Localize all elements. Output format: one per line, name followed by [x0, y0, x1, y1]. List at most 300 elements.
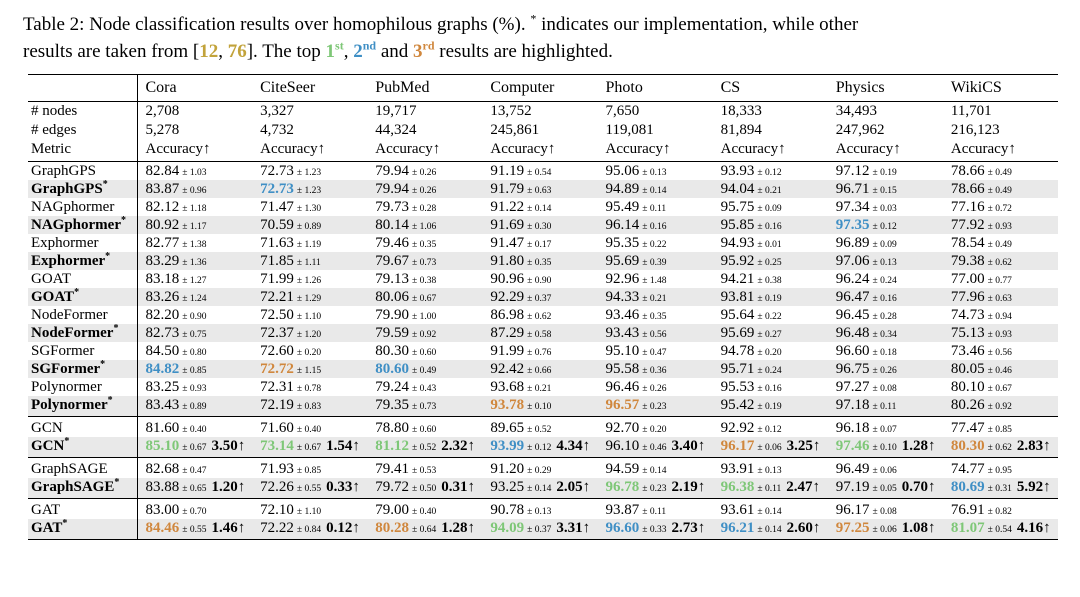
method-row [28, 417, 1058, 438]
caption-segment: ]. The top [246, 41, 326, 62]
accuracy-value: 79.13 [375, 270, 409, 287]
value-cell [598, 360, 713, 378]
col-header-photo: Photo [598, 75, 713, 102]
accuracy-value: 82.84 [145, 162, 180, 179]
accuracy-value: 92.70 [605, 419, 640, 436]
table-caption [23, 11, 1060, 65]
std-dev: ± 0.06 [872, 524, 897, 535]
meta-value: Accuracy↑ [252, 140, 367, 162]
value-cell [943, 252, 1058, 270]
accuracy-value: 81.12 [375, 437, 409, 454]
method-name: GraphSAGE [31, 460, 108, 477]
std-dev: ± 0.01 [757, 239, 782, 250]
caption-segment: indicates our implementation, while other [536, 14, 859, 35]
value-cell [482, 216, 597, 234]
accuracy-value: 85.10 [145, 437, 180, 454]
meta-value: 44,324 [375, 122, 417, 138]
std-dev: ± 0.20 [642, 424, 667, 435]
accuracy-value: 79.46 [375, 234, 409, 251]
accuracy-value: 73.46 [950, 342, 985, 359]
star-marker: * [121, 216, 126, 226]
value-cell [252, 324, 367, 342]
gain-value: 2.32↑ [441, 437, 475, 454]
std-dev: ± 0.10 [872, 442, 897, 453]
accuracy-value: 80.10 [950, 378, 985, 395]
std-dev: ± 0.22 [642, 239, 667, 250]
accuracy-value: 95.71 [720, 360, 755, 377]
value-cell [598, 478, 713, 499]
accuracy-value: 95.53 [720, 378, 755, 395]
value-cell [943, 396, 1058, 417]
std-dev: ± 0.13 [872, 257, 897, 268]
accuracy-value: 86.98 [490, 306, 525, 323]
value-cell [367, 270, 482, 288]
std-dev: ± 0.21 [757, 185, 782, 196]
value-cell [137, 180, 252, 198]
value-cell [943, 342, 1058, 360]
value-cell [252, 342, 367, 360]
star-marker: * [105, 252, 111, 262]
std-dev: ± 0.06 [872, 465, 897, 476]
std-dev: ± 0.26 [872, 365, 897, 376]
value-cell [367, 519, 482, 540]
value-cell [713, 417, 828, 438]
std-dev: ± 0.49 [987, 185, 1012, 196]
method-cell [28, 458, 137, 479]
std-dev: ± 0.89 [296, 221, 322, 232]
meta-value: 11,701 [950, 103, 992, 119]
std-dev: ± 0.80 [182, 347, 207, 358]
method-cell [28, 417, 137, 438]
accuracy-value: 94.09 [490, 519, 525, 536]
std-dev: ± 0.64 [412, 524, 437, 535]
value-cell [137, 519, 252, 540]
std-dev: ± 0.24 [757, 365, 782, 376]
meta-value: 34,493 [835, 103, 877, 119]
accuracy-value: 72.60 [260, 342, 294, 359]
std-dev: ± 0.66 [527, 365, 552, 376]
value-cell [482, 288, 597, 306]
value-cell [943, 288, 1058, 306]
value-cell [713, 499, 828, 520]
method-row [28, 458, 1058, 479]
method-cell [28, 342, 137, 360]
meta-row [28, 102, 1058, 122]
value-cell [252, 270, 367, 288]
accuracy-value: 71.99 [260, 270, 294, 287]
method-name: GraphSAGE* [31, 478, 120, 495]
std-dev: ± 1.26 [296, 275, 322, 286]
value-cell [828, 180, 943, 198]
accuracy-value: 94.78 [720, 342, 755, 359]
std-dev: ± 0.65 [182, 483, 207, 494]
meta-value: Accuracy↑ [482, 140, 597, 162]
meta-value: 216,123 [950, 122, 1000, 138]
method-name: Exphormer [31, 234, 99, 251]
accuracy-value: 94.21 [720, 270, 755, 287]
std-dev: ± 0.75 [182, 329, 207, 340]
value-cell [137, 252, 252, 270]
std-dev: ± 0.52 [412, 442, 437, 453]
accuracy-value: 92.96 [605, 270, 640, 287]
value-cell [252, 180, 367, 198]
std-dev: ± 0.19 [757, 401, 782, 412]
accuracy-value: 95.58 [605, 360, 640, 377]
value-cell [137, 378, 252, 396]
std-dev: ± 0.73 [412, 401, 437, 412]
accuracy-value: 97.25 [835, 519, 870, 536]
gain-value: 1.54↑ [326, 437, 360, 454]
std-dev: ± 0.14 [527, 483, 552, 494]
accuracy-value: 92.42 [490, 360, 525, 377]
value-cell [482, 198, 597, 216]
accuracy-value: 84.82 [145, 360, 180, 377]
gain-value: 0.12↑ [326, 519, 360, 536]
std-dev: ± 0.49 [987, 167, 1012, 178]
value-cell [137, 324, 252, 342]
std-dev: ± 0.60 [412, 424, 437, 435]
std-dev: ± 0.23 [642, 401, 667, 412]
value-cell [943, 519, 1058, 540]
accuracy-value: 93.78 [490, 396, 525, 413]
caption-segment: 3 [413, 41, 423, 62]
accuracy-value: 72.19 [260, 396, 294, 413]
accuracy-value: 83.25 [145, 378, 180, 395]
value-cell [598, 162, 713, 181]
value-cell [598, 216, 713, 234]
accuracy-value: 80.05 [950, 360, 985, 377]
value-cell [367, 306, 482, 324]
method-row [28, 198, 1058, 216]
gain-value: 4.16↑ [1016, 519, 1051, 536]
method-cell [28, 378, 137, 396]
std-dev: ± 1.11 [296, 257, 321, 268]
value-cell [252, 216, 367, 234]
value-cell [367, 478, 482, 499]
value-cell [598, 288, 713, 306]
accuracy-value: 92.29 [490, 288, 525, 305]
std-dev: ± 0.58 [527, 329, 552, 340]
std-dev: ± 0.90 [182, 311, 207, 322]
accuracy-value: 93.93 [720, 162, 755, 179]
value-cell [367, 324, 482, 342]
std-dev: ± 0.55 [296, 483, 322, 494]
star-marker: * [74, 288, 80, 298]
value-cell [713, 396, 828, 417]
std-dev: ± 0.31 [987, 483, 1012, 494]
value-cell [482, 306, 597, 324]
std-dev: ± 0.47 [642, 347, 667, 358]
std-dev: ± 0.49 [987, 239, 1012, 250]
accuracy-value: 96.17 [835, 501, 870, 518]
accuracy-value: 79.38 [950, 252, 985, 269]
accuracy-value: 71.85 [260, 252, 294, 269]
accuracy-value: 91.19 [490, 162, 525, 179]
std-dev: ± 0.16 [757, 221, 782, 232]
star-marker: * [114, 478, 120, 488]
caption-segment: 1 [325, 41, 336, 62]
value-cell [367, 342, 482, 360]
method-name: SGFormer* [31, 360, 106, 377]
std-dev: ± 0.27 [757, 329, 782, 340]
gain-value: 3.40↑ [671, 437, 706, 454]
value-cell [482, 519, 597, 540]
meta-value: 119,081 [605, 122, 654, 138]
method-row [28, 162, 1058, 181]
std-dev: ± 0.05 [872, 483, 897, 494]
value-cell [252, 396, 367, 417]
accuracy-value: 97.06 [835, 252, 870, 269]
value-cell [367, 378, 482, 396]
value-cell [713, 198, 828, 216]
gain-value: 3.31↑ [556, 519, 591, 536]
accuracy-value: 96.46 [605, 378, 640, 395]
accuracy-value: 93.43 [605, 324, 640, 341]
gain-value: 1.08↑ [901, 519, 936, 536]
gain-value: 2.47↑ [786, 478, 820, 495]
method-cell [28, 216, 137, 234]
accuracy-value: 76.91 [950, 501, 985, 518]
value-cell [482, 360, 597, 378]
gain-value: 0.70↑ [901, 478, 936, 495]
accuracy-value: 74.77 [950, 460, 985, 477]
accuracy-value: 96.18 [835, 419, 870, 436]
method-cell [28, 396, 137, 417]
gain-value: 1.28↑ [441, 519, 475, 536]
std-dev: ± 1.29 [296, 293, 322, 304]
accuracy-value: 97.46 [835, 437, 870, 454]
gain-value: 0.31↑ [441, 478, 475, 495]
std-dev: ± 0.40 [182, 424, 207, 435]
meta-value: Accuracy↑ [598, 140, 713, 162]
accuracy-value: 89.65 [490, 419, 525, 436]
std-dev: ± 0.12 [527, 442, 552, 453]
value-cell [828, 396, 943, 417]
std-dev: ± 0.11 [642, 506, 667, 517]
accuracy-value: 96.24 [835, 270, 870, 287]
value-cell [943, 216, 1058, 234]
accuracy-value: 83.43 [145, 396, 180, 413]
value-cell [943, 162, 1058, 181]
std-dev: ± 0.26 [412, 185, 437, 196]
value-cell [828, 499, 943, 520]
std-dev: ± 0.37 [527, 293, 552, 304]
accuracy-value: 79.94 [375, 180, 409, 197]
value-cell [367, 458, 482, 479]
accuracy-value: 82.68 [145, 460, 180, 477]
value-cell [943, 180, 1058, 198]
col-header-citeseer: CiteSeer [252, 75, 367, 102]
std-dev: ± 0.12 [872, 221, 897, 232]
std-dev: ± 0.85 [182, 365, 207, 376]
caption-segment: rd [422, 38, 435, 53]
accuracy-value: 95.49 [605, 198, 640, 215]
method-row [28, 519, 1058, 540]
col-header-wikics: WikiCS [943, 75, 1058, 102]
method-name: NodeFormer* [31, 324, 119, 341]
method-row [28, 180, 1058, 198]
value-cell [598, 198, 713, 216]
accuracy-value: 96.14 [605, 216, 640, 233]
method-cell [28, 519, 137, 540]
std-dev: ± 0.35 [412, 239, 437, 250]
std-dev: ± 1.27 [182, 275, 207, 286]
std-dev: ± 0.11 [872, 401, 897, 412]
value-cell [367, 198, 482, 216]
value-cell [943, 306, 1058, 324]
value-cell [828, 252, 943, 270]
std-dev: ± 0.43 [412, 383, 437, 394]
std-dev: ± 0.93 [987, 221, 1012, 232]
results-table [28, 74, 1058, 540]
accuracy-value: 80.26 [950, 396, 985, 413]
std-dev: ± 0.35 [642, 311, 667, 322]
value-cell [943, 458, 1058, 479]
value-cell [482, 162, 597, 181]
std-dev: ± 0.12 [757, 167, 782, 178]
accuracy-value: 91.22 [490, 198, 525, 215]
accuracy-value: 97.27 [835, 378, 870, 395]
value-cell [137, 360, 252, 378]
accuracy-value: 79.67 [375, 252, 409, 269]
caption-segment: st [335, 38, 344, 53]
accuracy-value: 91.69 [490, 216, 525, 233]
value-cell [713, 324, 828, 342]
accuracy-value: 84.50 [145, 342, 180, 359]
accuracy-value: 91.20 [490, 460, 525, 477]
accuracy-value: 96.60 [605, 519, 640, 536]
std-dev: ± 0.21 [642, 293, 667, 304]
accuracy-value: 72.22 [260, 519, 294, 536]
value-cell [367, 162, 482, 181]
accuracy-value: 96.38 [720, 478, 755, 495]
value-cell [713, 437, 828, 458]
method-name: NAGphormer* [31, 216, 126, 233]
std-dev: ± 0.78 [296, 383, 322, 394]
meta-value: 19,717 [375, 103, 417, 119]
accuracy-value: 96.21 [720, 519, 755, 536]
value-cell [137, 162, 252, 181]
std-dev: ± 0.29 [527, 465, 552, 476]
value-cell [828, 437, 943, 458]
value-cell [828, 288, 943, 306]
std-dev: ± 0.23 [642, 483, 667, 494]
gain-value: 2.83↑ [1016, 437, 1051, 454]
std-dev: ± 0.14 [642, 185, 667, 196]
std-dev: ± 0.67 [987, 383, 1012, 394]
accuracy-value: 71.63 [260, 234, 294, 251]
method-cell [28, 478, 137, 499]
accuracy-value: 78.80 [375, 419, 409, 436]
std-dev: ± 0.49 [412, 365, 437, 376]
accuracy-value: 80.30 [375, 342, 409, 359]
std-dev: ± 0.82 [987, 506, 1012, 517]
std-dev: ± 0.94 [987, 311, 1012, 322]
method-name: GOAT [31, 270, 71, 287]
std-dev: ± 0.21 [527, 383, 552, 394]
accuracy-value: 94.33 [605, 288, 640, 305]
std-dev: ± 1.24 [182, 293, 207, 304]
accuracy-value: 95.42 [720, 396, 755, 413]
meta-row [28, 121, 1058, 140]
method-name: NAGphormer [31, 198, 115, 215]
accuracy-value: 96.10 [605, 437, 640, 454]
accuracy-value: 96.47 [835, 288, 870, 305]
std-dev: ± 1.03 [182, 167, 207, 178]
caption-segment: * [530, 11, 537, 26]
accuracy-value: 93.61 [720, 501, 755, 518]
accuracy-value: 74.73 [950, 306, 985, 323]
accuracy-value: 93.68 [490, 378, 525, 395]
value-cell [713, 216, 828, 234]
accuracy-value: 95.85 [720, 216, 755, 233]
accuracy-value: 79.59 [375, 324, 409, 341]
accuracy-value: 91.47 [490, 234, 525, 251]
value-cell [598, 342, 713, 360]
value-cell [137, 288, 252, 306]
caption-segment: 2 [353, 41, 363, 62]
std-dev: ± 0.22 [757, 311, 782, 322]
std-dev: ± 0.40 [296, 424, 322, 435]
std-dev: ± 0.15 [872, 185, 897, 196]
accuracy-value: 72.10 [260, 501, 294, 518]
accuracy-value: 96.49 [835, 460, 870, 477]
std-dev: ± 1.48 [642, 275, 667, 286]
value-cell [367, 417, 482, 438]
value-cell [367, 216, 482, 234]
col-header-cora: Cora [137, 75, 252, 102]
method-row [28, 270, 1058, 288]
accuracy-value: 96.89 [835, 234, 870, 251]
accuracy-value: 82.73 [145, 324, 180, 341]
value-cell [598, 252, 713, 270]
caption-segment: 76 [227, 41, 247, 62]
method-cell [28, 499, 137, 520]
value-cell [252, 198, 367, 216]
method-row [28, 396, 1058, 417]
std-dev: ± 0.38 [757, 275, 782, 286]
std-dev: ± 0.14 [527, 203, 552, 214]
value-cell [367, 396, 482, 417]
value-cell [482, 437, 597, 458]
value-cell [828, 270, 943, 288]
value-cell [828, 216, 943, 234]
meta-value: 3,327 [260, 103, 294, 119]
col-header-pubmed: PubMed [367, 75, 482, 102]
value-cell [713, 342, 828, 360]
accuracy-value: 91.80 [490, 252, 525, 269]
value-cell [828, 234, 943, 252]
results-table-body [28, 75, 1058, 540]
accuracy-value: 78.66 [950, 180, 985, 197]
std-dev: ± 0.67 [412, 293, 437, 304]
meta-value: 4,732 [260, 122, 294, 138]
std-dev: ± 0.60 [412, 347, 437, 358]
accuracy-value: 90.78 [490, 501, 525, 518]
star-marker: * [100, 360, 106, 370]
caption-segment: , [218, 41, 228, 62]
value-cell [713, 162, 828, 181]
value-cell [828, 306, 943, 324]
std-dev: ± 0.72 [987, 203, 1012, 214]
method-row [28, 234, 1058, 252]
gain-value: 1.20↑ [211, 478, 246, 495]
value-cell [252, 252, 367, 270]
star-marker: * [113, 324, 119, 334]
std-dev: ± 1.20 [296, 329, 322, 340]
accuracy-value: 72.50 [260, 306, 294, 323]
meta-value: Accuracy↑ [943, 140, 1058, 162]
